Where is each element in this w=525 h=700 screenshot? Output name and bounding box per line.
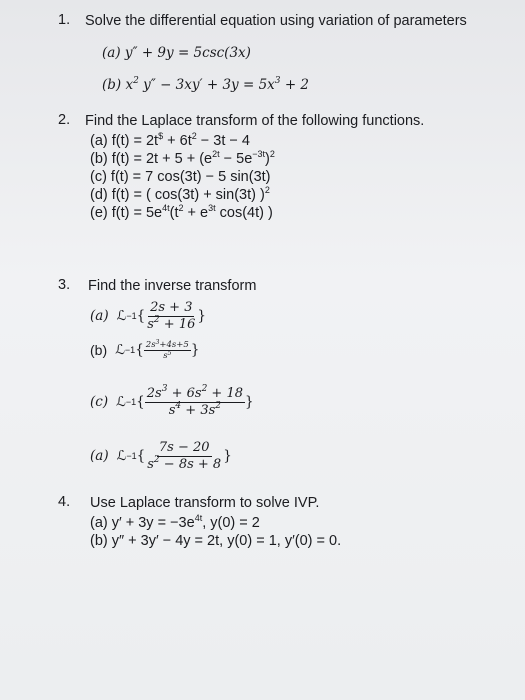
q1-part-a: (a) y″ + 9y = 5csc(3x) bbox=[102, 45, 251, 61]
q2-part-e: (e) $f(t) = 5e^{4t}(t^2 + e^{3t}$ cos(4t) ) bbox=[90, 203, 273, 221]
q2-part-c: (c) f(t) = 7 cos(3t) − 5 sin(3t) bbox=[90, 169, 271, 185]
q3-part-b: (b) ℒ −1 { $\frac{2s^3+4s+5}{s^5}$ } bbox=[90, 338, 200, 361]
q3-part-a: (a) ℒ −1 { $\frac{2s + 3}{s^2 + 16}$ } bbox=[90, 299, 206, 332]
q2-part-b: (b) $f(t) = 2t + 5 + (e^{2t} - 5e^{-3t})^2$ bbox=[90, 149, 275, 167]
q3-part-d: (a) ℒ −1 { $\frac{7s - 20}{s^2 - 8s + 8}$ } bbox=[90, 439, 232, 472]
q1-title: Solve the differential equation using variation of parameters bbox=[85, 13, 467, 29]
q3d-fraction: $\frac{7s - 20}{s^2 - 8s + 8}$ bbox=[147, 439, 222, 472]
q3-number: 3. bbox=[58, 277, 71, 293]
q4-title: Use Laplace transform to solve IVP. bbox=[90, 495, 320, 511]
q4-number: 4. bbox=[58, 494, 71, 510]
q3b-fraction: $\frac{2s^3+4s+5}{s^5}$ bbox=[145, 338, 189, 361]
q4-part-b: (b) y″ + 3y′ − 4y = 2t, y(0) = 1, y′(0) = 0. bbox=[90, 533, 342, 549]
q3-title: Find the inverse transform bbox=[88, 278, 257, 294]
q3c-fraction: $\frac{2s^3 + 6s^2 + 18}{s^4 + 3s^2}$ bbox=[146, 383, 243, 418]
q2-part-d: (d) f(t) = ( cos(3t) + sin(3t) )$^2$ bbox=[90, 185, 270, 203]
q1-part-b: (b) $x^2$ $y'' - 3xy' + 3y = 5x^3 + 2$ bbox=[102, 76, 310, 93]
q2-part-a: (a) $f(t) = 2t^{\$} + 6t^2 - 3t - 4$ bbox=[90, 131, 250, 149]
q4-part-a: (a) $y' + 3y = -3e^{4t}$, y(0) = 2 bbox=[90, 513, 260, 531]
q1-number: 1. bbox=[58, 12, 71, 28]
q2-title: Find the Laplace transform of the following functions. bbox=[85, 113, 425, 129]
q2-number: 2. bbox=[58, 112, 71, 128]
q3-part-c: (c) ℒ −1 { $\frac{2s^3 + 6s^2 + 18}{s^4 + 3s^2}$ } bbox=[90, 383, 254, 418]
q3a-fraction: $\frac{2s + 3}{s^2 + 16}$ bbox=[147, 299, 196, 332]
